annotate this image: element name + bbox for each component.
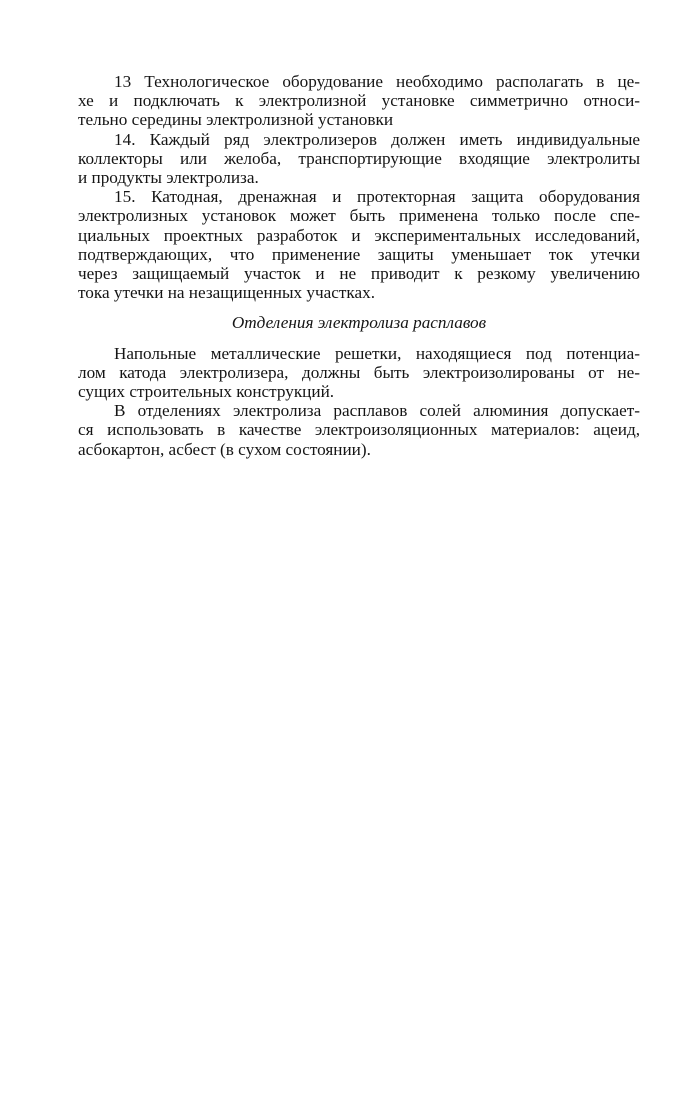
paragraph-13: [78, 72, 640, 130]
text-line: электролизных установок может быть применена только после спе-: [78, 206, 640, 226]
text-line: асбокартон, асбест (в сухом состоянии).: [78, 439, 371, 459]
text-line: 15. Катодная, дренажная и протекторная защита оборудования: [114, 187, 640, 207]
text-line: сущих строительных конструкций.: [78, 382, 335, 402]
text-line: хе и подключать к электролизной установке симметрично относи-: [78, 91, 640, 111]
text-line: через защищаемый участок и не приводит к резкому увеличению: [78, 264, 640, 284]
text-line: коллекторы или желоба, транспортирующие входящие электролиты: [78, 148, 640, 168]
text-line: циальных проектных разработок и экспериментальных исследований,: [78, 225, 640, 245]
section-heading: Отделения электролиза расплавов: [231, 313, 487, 333]
text-line: лом катода электролизера, должны быть электроизолированы от не-: [78, 362, 640, 382]
text-line: тельно середины электролизной установки: [78, 110, 394, 130]
text-line: 13 Технологическое оборудование необходимо располагать в це-: [114, 72, 640, 91]
text-line: Напольные металлические решетки, находящиеся под потенциа-: [114, 343, 640, 363]
text-line: и продукты электролиза.: [78, 168, 259, 188]
paragraph-15: [78, 187, 640, 302]
text-line: В отделениях электролиза расплавов солей алюминия допускает-: [114, 401, 640, 421]
text-line: 14. Каждый ряд электролизеров должен иметь индивидуальные: [114, 129, 640, 149]
text-line: подтверждающих, что применение защиты уменьшает ток утечки: [78, 244, 640, 264]
paragraph-14: [78, 130, 640, 188]
document-page: [78, 72, 640, 459]
paragraph-floor-gratings: [78, 344, 640, 402]
text-line: тока утечки на незащищенных участках.: [78, 283, 376, 303]
paragraph-insulation-materials: [78, 401, 640, 459]
text-line: ся использовать в качестве электроизоляционных материалов: ацеид,: [78, 420, 640, 440]
